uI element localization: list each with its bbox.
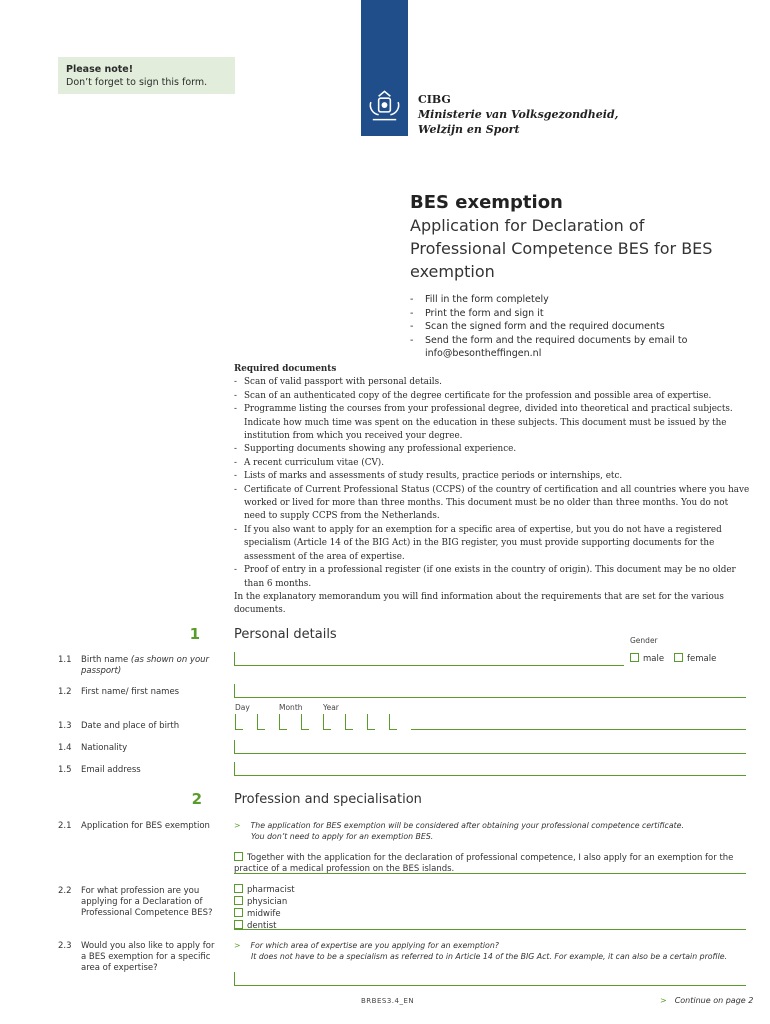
q2-3-number: 2.3 (58, 941, 72, 951)
birth-name-field[interactable] (234, 652, 624, 666)
step-item: - Scan the signed form and the required documents (410, 320, 730, 334)
required-documents-heading: Required documents (234, 364, 337, 374)
required-footer: In the explanatory memorandum you will find information about the requirements that are set for the various documents. (234, 591, 724, 616)
day-digit-2[interactable] (257, 714, 265, 730)
nationality-field[interactable] (234, 740, 746, 754)
profession-option[interactable] (234, 896, 295, 908)
q1-5-number: 1.5 (58, 765, 72, 775)
year-digit-4[interactable] (389, 714, 397, 730)
profession-option[interactable] (234, 908, 295, 920)
required-item: - Lists of marks and assessments of study results, practice periods or internships, etc. (234, 470, 752, 483)
dentist-checkbox[interactable] (234, 920, 243, 929)
q1-1-label (81, 655, 221, 677)
year-digit-3[interactable] (367, 714, 375, 730)
section-2-title: Profession and specialisation (234, 792, 422, 807)
place-of-birth-field[interactable] (411, 716, 746, 730)
required-item: - Supporting documents showing any professional experience. (234, 443, 752, 456)
email-label: Email address (81, 765, 141, 775)
step-item: - Print the form and sign it (410, 307, 730, 321)
divider (234, 873, 746, 874)
pharmacist-label: pharmacist (247, 885, 295, 895)
required-item: - Certificate of Current Professional Status (CCPS) of the country of certification and all countries where you have worked or lived for more than three months. This document must be no older than three months. You do not need to supply CCPS from the Netherlands. (234, 484, 752, 524)
day-label: Day (235, 703, 250, 712)
application-bes-label: Application for BES exemption (81, 821, 210, 831)
area-expertise-note (234, 940, 754, 962)
divider (234, 929, 746, 930)
application-bes-note (234, 820, 754, 842)
form-code: BRBES3.4_EN (361, 997, 415, 1005)
q1-3-number: 1.3 (58, 721, 72, 731)
date-place-birth-label: Date and place of birth (81, 721, 180, 731)
birth-name-hint: (as shown on your passport) (81, 655, 210, 676)
required-item: - Scan of valid passport with personal details. (234, 376, 752, 389)
section-2-number: 2 (191, 790, 202, 808)
required-item: - Proof of entry in a professional register (if one exists in the country of origin). This document may be no older than 6 months. (234, 564, 752, 591)
required-item: - A recent curriculum vitae (CV). (234, 457, 752, 470)
instruction-steps (410, 293, 730, 361)
step-item: - Send the form and the required documents by email to info@besontheffingen.nl (410, 334, 730, 361)
bes-exemption-option[interactable] (234, 852, 754, 875)
profession-option[interactable] (234, 884, 295, 896)
gender-male-option[interactable] (630, 653, 664, 664)
org-name: CIBG (418, 93, 451, 106)
gender-female-option[interactable] (674, 653, 716, 664)
year-digit-2[interactable] (345, 714, 353, 730)
required-item: - Scan of an authenticated copy of the degree certificate for the profession and possible area of expertise. (234, 390, 752, 403)
female-checkbox[interactable] (674, 653, 683, 662)
continue-note (660, 996, 753, 1005)
birth-name-label: Birth name (81, 655, 129, 665)
continue-text: Continue on page 2 (674, 996, 754, 1005)
month-digit-1[interactable] (279, 714, 287, 730)
bes-exemption-text: Together with the application for the declaration of professional competence, I also apply for an exemption for the practice of a medical profession on the BES islands. (234, 853, 734, 874)
profession-option[interactable] (234, 920, 295, 932)
q1-1-number: 1.1 (58, 655, 72, 665)
female-label: female (687, 654, 717, 664)
required-documents (234, 363, 752, 618)
section-1-title: Personal details (234, 627, 337, 642)
required-item: - Programme listing the courses from your professional degree, divided into theoretical and practical subjects. Indicate how much time was spent on the education in these subjects. This document must be issued by the institution from which you received your degree. (234, 403, 752, 443)
male-checkbox[interactable] (630, 653, 639, 662)
application-bes-note-1: The application for BES exemption will be considered after obtaining your professional competence certificate. (250, 821, 684, 830)
q1-2-number: 1.2 (58, 687, 72, 697)
dentist-label: dentist (247, 921, 277, 931)
form-subtitle: Application for Declaration of Professional Competence BES for BES exemption (410, 216, 713, 281)
month-digit-2[interactable] (301, 714, 309, 730)
q1-4-number: 1.4 (58, 743, 72, 753)
midwife-label: midwife (247, 909, 281, 919)
gender-label: Gender (630, 636, 658, 645)
year-digit-1[interactable] (323, 714, 331, 730)
note-title: Please note! (66, 64, 134, 75)
sign-reminder-note (58, 57, 235, 94)
area-expertise-note-1: For which area of expertise are you applying for an exemption? (250, 941, 499, 950)
government-logo-banner (361, 0, 408, 136)
area-expertise-field[interactable] (234, 972, 746, 986)
physician-checkbox[interactable] (234, 896, 243, 905)
nationality-label: Nationality (81, 743, 128, 753)
ministry-line-2: Welzijn en Sport (418, 123, 520, 136)
first-names-label: First name/ first names (81, 687, 180, 697)
arrow-icon: > (234, 941, 241, 950)
area-expertise-label: Would you also like to apply for a BES exemption for a specific area of expertise? (81, 941, 215, 973)
application-bes-note-2: You don’t need to apply for an exemption BES. (251, 832, 434, 841)
bes-exemption-checkbox[interactable] (234, 852, 243, 861)
required-item: - If you also want to apply for an exemption for a specific area of expertise, but you do not have a registered specialism (Article 14 of the BIG Act) in the BIG register, you must provide supporting documents for the assessment of the area of expertise. (234, 524, 752, 564)
midwife-checkbox[interactable] (234, 908, 243, 917)
physician-label: physician (247, 897, 288, 907)
first-names-field[interactable] (234, 684, 746, 698)
email-field[interactable] (234, 762, 746, 776)
profession-options (234, 884, 295, 932)
q2-1-number: 2.1 (58, 821, 72, 831)
q2-2-number: 2.2 (58, 886, 72, 896)
ministry-line-1: Ministerie van Volksgezondheid, (418, 108, 619, 121)
arrow-icon: > (660, 996, 667, 1005)
profession-label: For what profession are you applying for a Declaration of Professional Competence BES? (81, 886, 213, 918)
section-1-number: 1 (189, 625, 200, 643)
month-label: Month (279, 703, 303, 712)
male-label: male (643, 654, 665, 664)
step-item: - Fill in the form completely (410, 293, 730, 307)
note-text: Don’t forget to sign this form. (66, 77, 208, 88)
form-title: BES exemption (410, 192, 563, 213)
ministry-wordmark (418, 92, 618, 137)
coat-of-arms-icon (365, 88, 404, 124)
area-expertise-note-2: It does not have to be a specialism as referred to in Article 14 of the BIG Act. For example, it can also be a certain profile. (251, 952, 728, 961)
day-digit-1[interactable] (235, 714, 243, 730)
year-label: Year (323, 703, 339, 712)
arrow-icon: > (234, 821, 241, 830)
pharmacist-checkbox[interactable] (234, 884, 243, 893)
